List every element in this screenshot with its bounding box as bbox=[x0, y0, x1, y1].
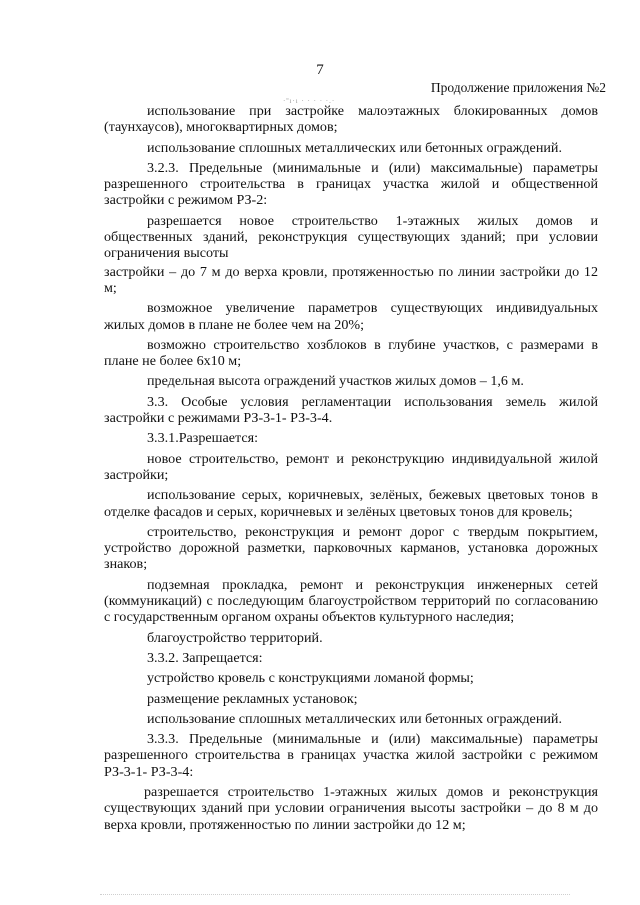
section-3-2-3: 3.2.3. Предельные (минимальные и (или) максимальные) параметры разрешенного строительства в границах участка жилой и общественной застройки с режимом РЗ-2: bbox=[104, 159, 598, 209]
scan-edge-line bbox=[100, 894, 570, 896]
document-body bbox=[104, 103, 598, 837]
section-3-3-2: 3.3.2. Запрещается: bbox=[147, 649, 263, 666]
section-3-3: 3.3. Особые условия регламентации использования земель жилой застройки с режимами РЗ-3-1- РЗ-3-4. bbox=[104, 393, 598, 427]
scan-artifact: ·ºı·ı · · · · ·.· bbox=[283, 97, 336, 105]
paragraph: предельная высота ограждений участков жилых домов – 1,6 м. bbox=[147, 373, 524, 390]
paragraph: устройство кровель с конструкциями ломаной формы; bbox=[147, 670, 474, 687]
paragraph: использование при застройке малоэтажных блокированных домов (таунхаусов), многоквартирных домов; bbox=[104, 103, 598, 136]
paragraph: возможно строительство хозблоков в глубине участков, с размерами в плане не более 6х10 м; bbox=[104, 336, 598, 370]
paragraph: использование сплошных металлических или бетонных ограждений. bbox=[147, 139, 562, 156]
paragraph: подземная прокладка, ремонт и реконструкция инженерных сетей (коммуникаций) с последующим благоустройством территорий по согласованию с государственным органом охраны объектов культурного наследия; bbox=[104, 576, 598, 626]
page-number: 7 bbox=[316, 62, 324, 78]
paragraph: строительство, реконструкция и ремонт дорог с твердым покрытием, устройство дорожной разметки, парковочных карманов, установка дорожных знаков; bbox=[104, 523, 598, 573]
paragraph: разрешается новое строительство 1-этажных жилых домов и общественных зданий, реконструкция существующих зданий; при условии ограничения высоты bbox=[104, 212, 598, 262]
continuation-note: Продолжение приложения №2 bbox=[430, 80, 606, 95]
paragraph: застройки – до 7 м до верха кровли, протяженностью по линии застройки до 12 м; bbox=[104, 263, 598, 296]
paragraph: использование сплошных металлических или бетонных ограждений. bbox=[147, 710, 562, 727]
section-3-3-3: 3.3.3. Предельные (минимальные и (или) максимальные) параметры разрешенного строительства в границах участка жилой застройки с режимом РЗ-3-1- РЗ-3-4: bbox=[104, 731, 598, 780]
paragraph: новое строительство, ремонт и реконструкцию индивидуальной жилой застройки; bbox=[104, 450, 598, 483]
section-3-3-1: 3.3.1.Разрешается: bbox=[147, 430, 259, 447]
paragraph: размещение рекламных установок; bbox=[147, 690, 358, 707]
paragraph: возможное увеличение параметров существующих индивидуальных жилых домов в плане не более чем на 20%; bbox=[104, 300, 598, 333]
paragraph: благоустройство территорий. bbox=[147, 629, 323, 646]
paragraph: использование серых, коричневых, зелёных, бежевых цветовых тонов в отделке фасадов и серых, коричневых и зелёных цветовых тонов для кровель; bbox=[104, 487, 598, 520]
paragraph: разрешается строительство 1-этажных жилых домов и реконструкция существующих зданий при условии ограничения высоты застройки – до 8 м до верха кровли, протяженностью по линии застройки до 12 м; bbox=[104, 783, 598, 833]
